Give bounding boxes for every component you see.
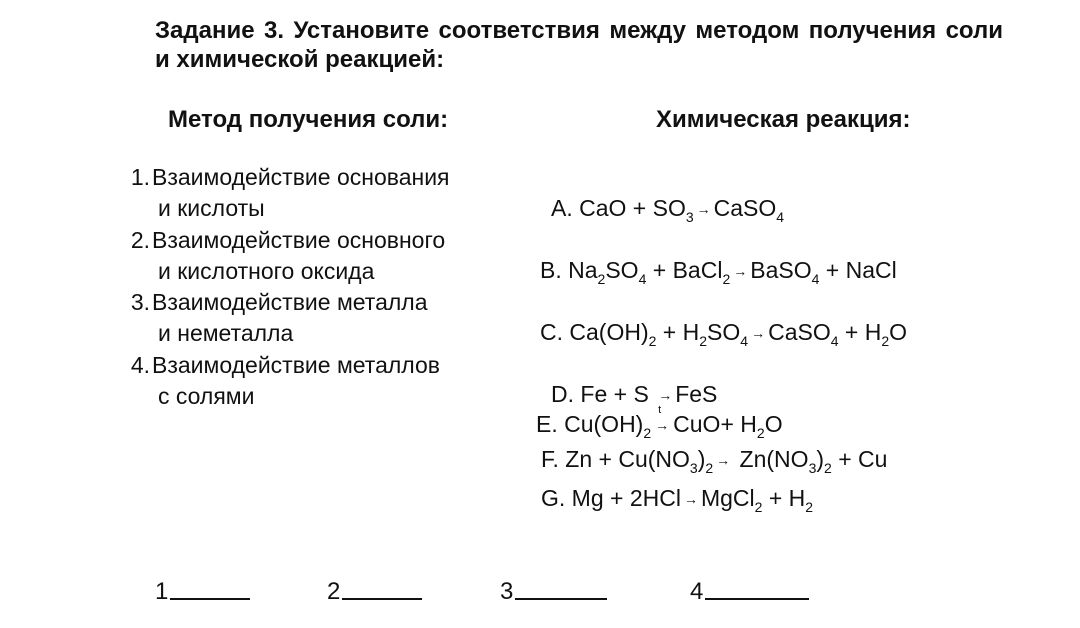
subscript: 4 xyxy=(638,271,647,287)
subscript: 2 xyxy=(699,333,708,349)
subscript: 2 xyxy=(805,499,814,515)
answer-blank-line[interactable] xyxy=(342,598,422,600)
formula-part: Cu(OH) xyxy=(564,411,644,437)
arrow-icon: → xyxy=(655,417,670,433)
method-number: 2. xyxy=(130,227,150,253)
answer-blank-line[interactable] xyxy=(515,598,607,600)
subscript: 4 xyxy=(740,333,749,349)
method-item-2 xyxy=(118,225,445,287)
subscript: 2 xyxy=(597,271,606,287)
subscript: 3 xyxy=(808,460,817,476)
method-number: 3. xyxy=(130,289,150,315)
reaction-label: B. xyxy=(540,257,562,283)
subscript: 2 xyxy=(881,333,890,349)
arrow-icon: → xyxy=(733,263,748,279)
method-text-line2: и неметалла xyxy=(158,320,294,346)
formula-part: Zn(NO xyxy=(733,446,809,472)
arrow-icon: → xyxy=(683,491,698,507)
subscript: 4 xyxy=(811,271,820,287)
formula-part: SO xyxy=(605,257,639,283)
answer-blank-line[interactable] xyxy=(705,598,809,600)
answer-number: 1 xyxy=(155,578,169,605)
formula-part: + H xyxy=(838,319,882,345)
answer-slot-2[interactable] xyxy=(327,578,422,606)
formula-part: Mg + 2HCl xyxy=(571,485,681,511)
reaction-column-header: Химическая реакция: xyxy=(656,106,911,133)
formula-part: Ca(OH) xyxy=(569,319,649,345)
subscript: 3 xyxy=(689,460,698,476)
method-column-header: Метод получения соли: xyxy=(168,106,449,133)
formula-part: + H xyxy=(656,319,700,345)
method-text-line1: Взаимодействие основного xyxy=(152,227,446,253)
reaction-label: E. xyxy=(536,411,558,437)
formula-part: CaO + SO xyxy=(579,195,686,221)
answer-slot-1[interactable] xyxy=(155,578,250,606)
subscript: 2 xyxy=(648,333,657,349)
reaction-e xyxy=(536,404,783,441)
reaction-label: F. xyxy=(541,446,559,472)
method-item-1 xyxy=(118,162,450,224)
formula-part: + BaCl xyxy=(646,257,723,283)
formula-part: SO xyxy=(707,319,741,345)
arrow-icon: → xyxy=(658,387,673,403)
heat-label: t xyxy=(658,404,662,416)
formula-part: CaSO xyxy=(713,195,777,221)
formula-part: MgCl xyxy=(700,485,755,511)
answer-number: 2 xyxy=(327,578,341,605)
answer-number: 3 xyxy=(500,578,514,605)
subscript: 2 xyxy=(824,460,832,476)
subscript: 2 xyxy=(643,425,652,441)
formula-part: CuO+ H xyxy=(673,411,757,437)
reaction-f xyxy=(541,446,888,476)
subscript: 4 xyxy=(776,209,785,225)
heat-arrow-icon xyxy=(655,404,670,433)
formula-part: FeS xyxy=(675,381,718,407)
answer-slot-3[interactable] xyxy=(500,578,607,606)
subscript: 4 xyxy=(830,333,839,349)
method-text-line1: Взаимодействие основания xyxy=(152,164,450,190)
reaction-a xyxy=(551,195,785,225)
method-number: 4. xyxy=(130,352,150,378)
formula-part: BaSO xyxy=(750,257,812,283)
subscript: 2 xyxy=(722,271,731,287)
task-title: Задание 3. Установите соответствия между методом получения соли и химической реакцией: xyxy=(155,17,1003,73)
method-text-line2: и кислотного оксида xyxy=(158,258,375,284)
reaction-label: G. xyxy=(541,485,566,511)
subscript: 3 xyxy=(685,209,694,225)
formula-part: O xyxy=(764,411,783,437)
method-text-line2: с солями xyxy=(158,383,255,409)
arrow-icon: → xyxy=(716,452,731,468)
arrow-icon: → xyxy=(696,201,711,217)
formula-part: + NaCl xyxy=(819,257,897,283)
formula-part: O xyxy=(889,319,908,345)
reaction-label: D. xyxy=(551,381,574,407)
subscript: 2 xyxy=(754,499,763,515)
reaction-g xyxy=(541,485,814,515)
method-number: 1. xyxy=(130,164,150,190)
formula-part: ) xyxy=(816,446,825,472)
subscript: 2 xyxy=(705,460,714,476)
reaction-label: A. xyxy=(551,195,573,221)
reaction-c xyxy=(540,319,908,349)
method-item-3 xyxy=(118,287,428,349)
formula-part: + Cu xyxy=(831,446,888,472)
formula-part: + H xyxy=(762,485,806,511)
reaction-label: C. xyxy=(540,319,563,345)
formula-part: ) xyxy=(697,446,706,472)
formula-part: CaSO xyxy=(768,319,831,345)
method-text-line1: Взаимодействие металла xyxy=(152,289,428,315)
formula-part: Zn + Cu(NO xyxy=(565,446,690,472)
method-text-line1: Взаимодействие металлов xyxy=(152,352,440,378)
formula-part: Na xyxy=(568,257,598,283)
answer-blank-line[interactable] xyxy=(170,598,250,600)
reaction-b xyxy=(540,257,897,287)
reaction-d xyxy=(551,381,717,408)
method-item-4 xyxy=(118,350,440,412)
arrow-icon: → xyxy=(751,325,766,341)
answer-number: 4 xyxy=(690,578,704,605)
formula-part: Fe + S xyxy=(580,381,656,407)
subscript: 2 xyxy=(756,425,765,441)
method-text-line2: и кислоты xyxy=(158,195,265,221)
answer-slot-4[interactable] xyxy=(690,578,809,606)
